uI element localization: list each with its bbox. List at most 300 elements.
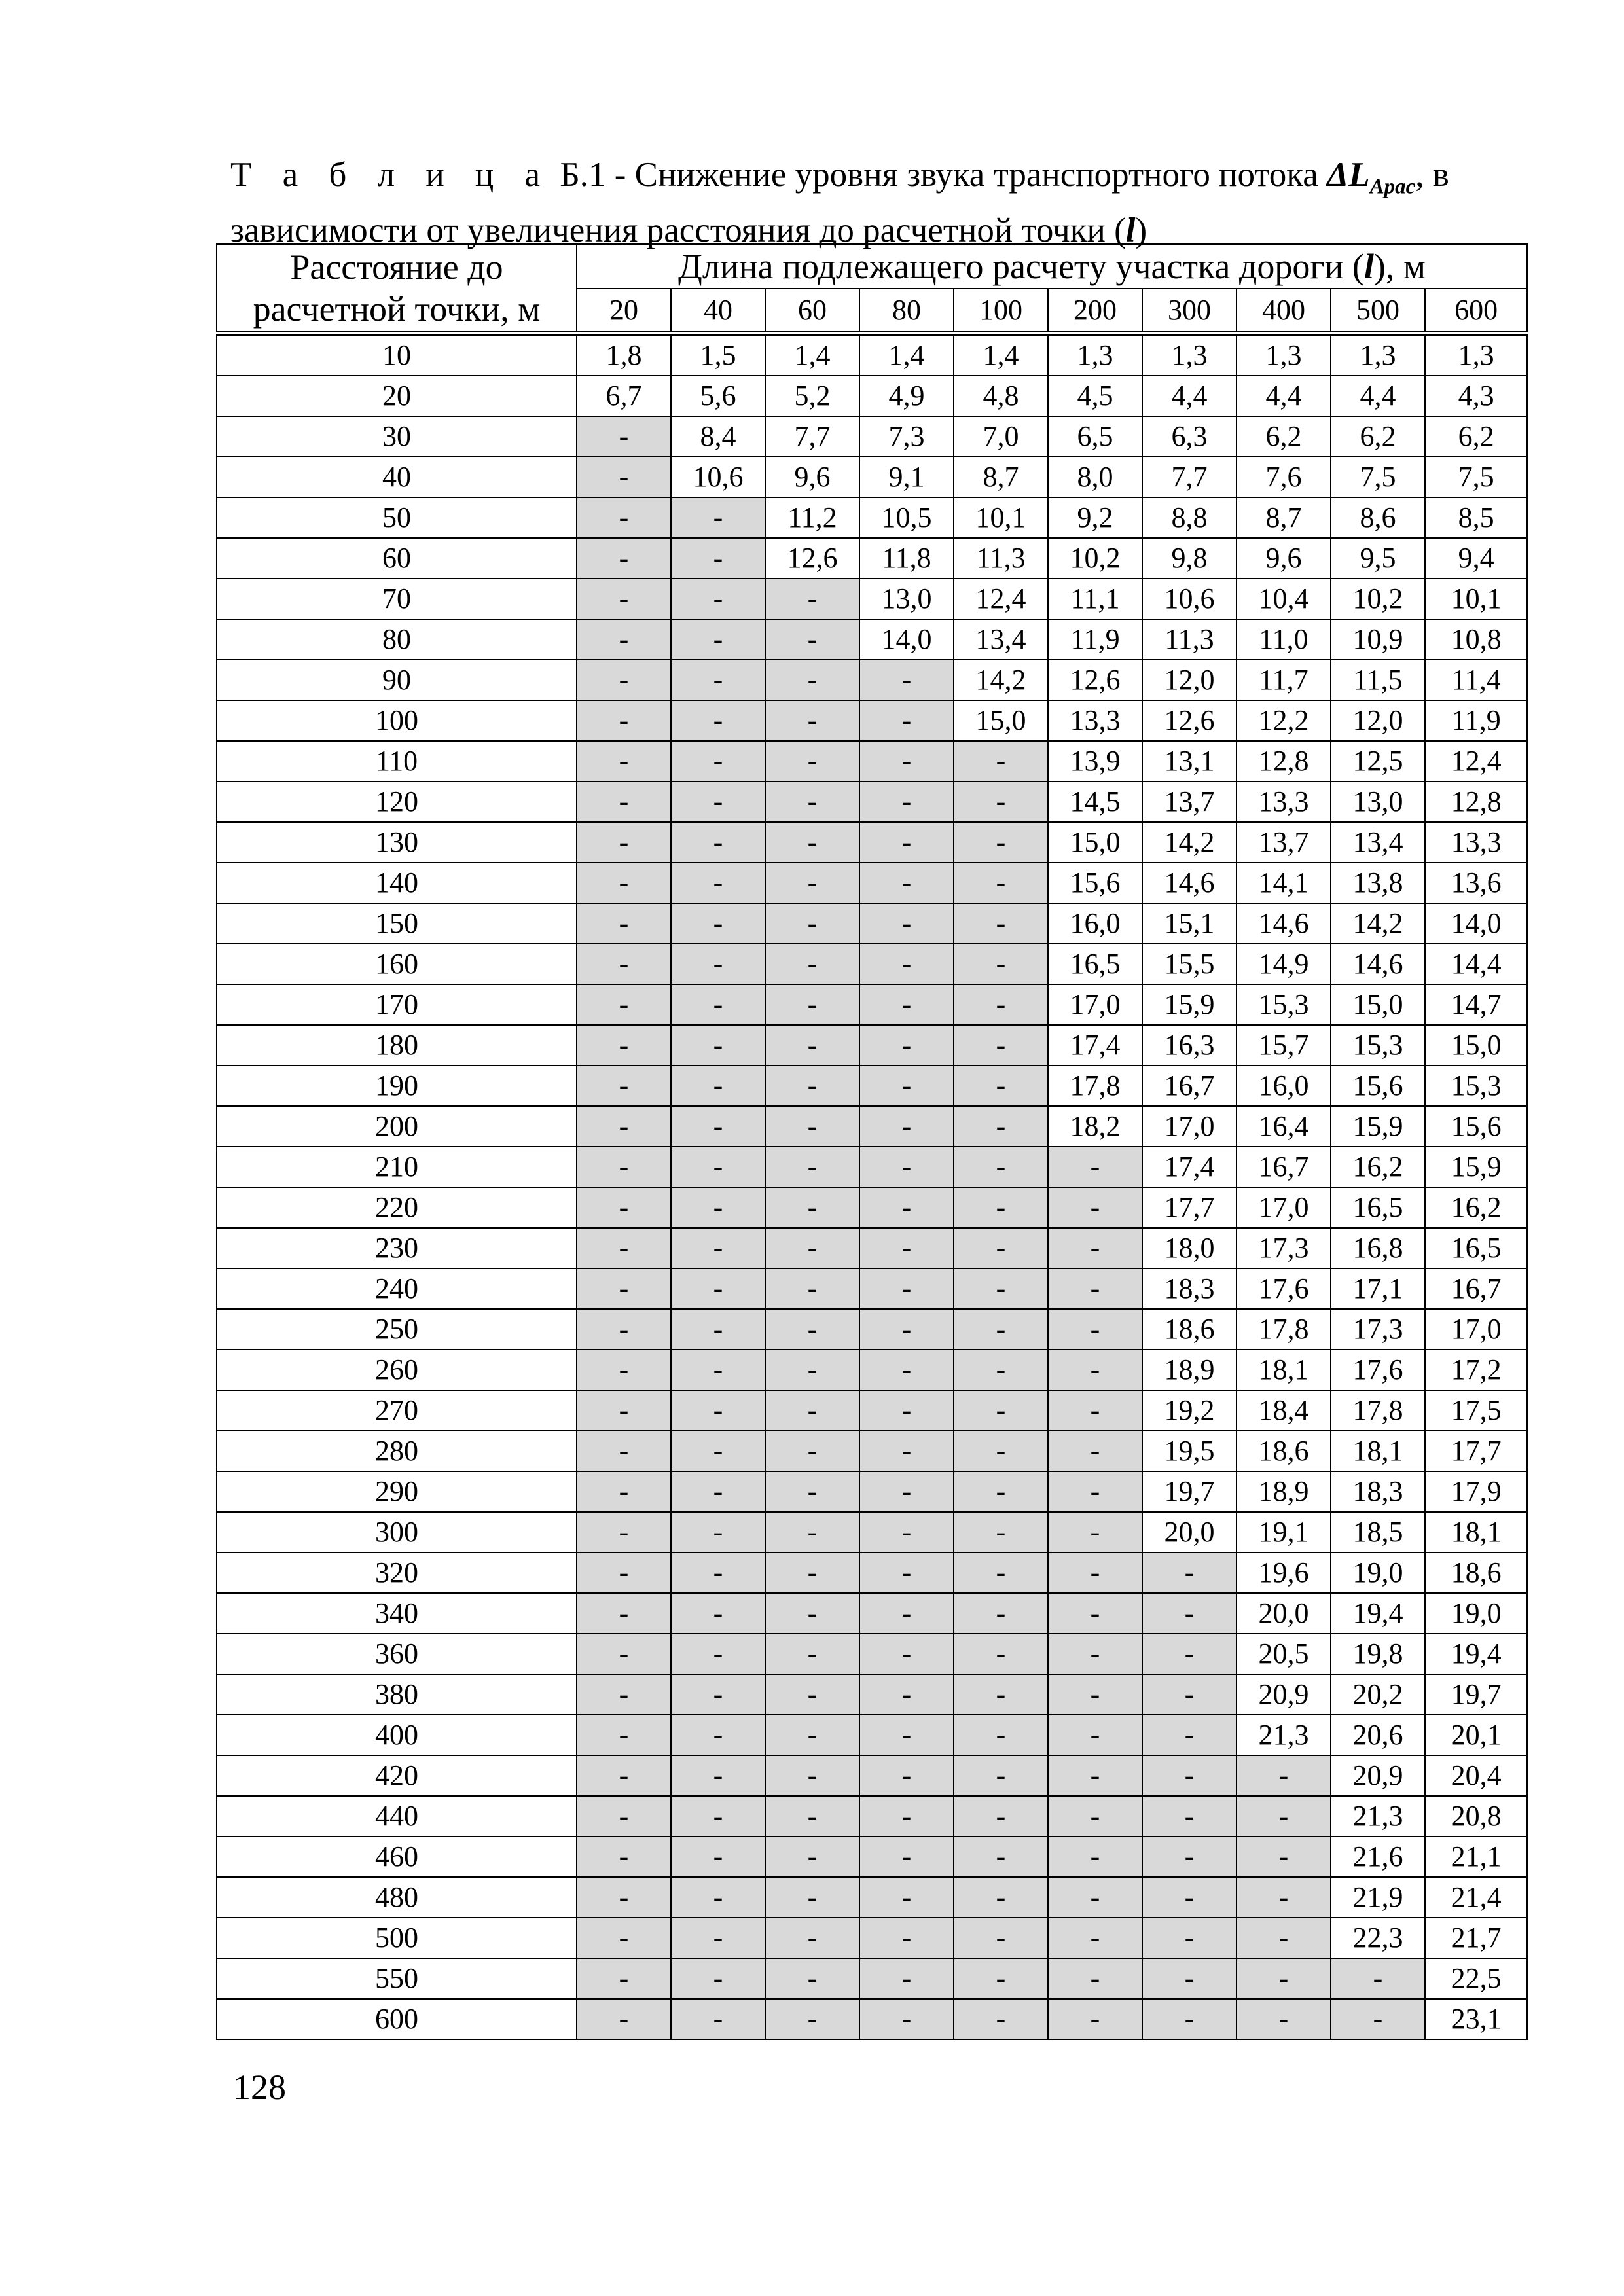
value-cell: 15,6 [1425,1106,1527,1147]
value-cell: 16,0 [1236,1066,1331,1106]
value-cell: - [577,1309,671,1350]
distance-cell: 210 [217,1147,577,1187]
table-body [217,334,1527,2040]
value-cell: 7,3 [859,416,954,457]
value-cell: - [1331,1958,1425,1999]
value-cell: 17,3 [1236,1228,1331,1268]
value-cell: - [954,1390,1048,1431]
distance-cell: 300 [217,1512,577,1552]
value-cell: 15,9 [1331,1106,1425,1147]
value-cell: 21,9 [1331,1877,1425,1918]
value-cell: - [577,1431,671,1471]
value-cell: 18,5 [1331,1512,1425,1552]
table-row [217,1025,1527,1066]
value-cell: - [1142,1552,1236,1593]
value-cell: - [1236,1958,1331,1999]
value-cell: - [954,1634,1048,1674]
value-cell: - [765,1958,859,1999]
value-cell: - [577,1877,671,1918]
value-cell: 1,5 [671,334,765,376]
value-cell: - [1142,1958,1236,1999]
value-cell: 14,4 [1425,944,1527,984]
value-cell: 18,1 [1331,1431,1425,1471]
length-header-cell: 200 [1048,289,1142,334]
value-cell: 20,0 [1236,1593,1331,1634]
value-cell: - [765,1512,859,1552]
table-row [217,1796,1527,1837]
value-cell: - [859,1837,954,1877]
header-length-symbol: l [1363,247,1374,286]
value-cell: 9,4 [1425,538,1527,579]
value-cell: 9,8 [1142,538,1236,579]
value-cell: - [765,1918,859,1958]
value-cell: 4,4 [1142,376,1236,416]
table-row [217,334,1527,376]
table-row [217,984,1527,1025]
value-cell: - [1048,1958,1142,1999]
table-row [217,1512,1527,1552]
value-cell: - [1048,1147,1142,1187]
value-cell: 9,5 [1331,538,1425,579]
value-cell: 14,0 [1425,903,1527,944]
value-cell: 14,0 [859,619,954,660]
length-header-cell: 20 [577,289,671,334]
value-cell: - [671,497,765,538]
value-cell: 18,2 [1048,1106,1142,1147]
value-cell: - [671,1593,765,1634]
value-cell: 14,5 [1048,781,1142,822]
value-cell: - [1048,1390,1142,1431]
value-cell: 16,2 [1331,1147,1425,1187]
distance-cell: 180 [217,1025,577,1066]
value-cell: 13,8 [1331,863,1425,903]
value-cell: - [765,781,859,822]
value-cell: 6,2 [1331,416,1425,457]
distance-cell: 150 [217,903,577,944]
value-cell: - [671,1674,765,1715]
value-cell: - [765,1390,859,1431]
value-cell: 23,1 [1425,1999,1527,2039]
value-cell: - [577,619,671,660]
distance-cell: 110 [217,741,577,781]
value-cell: 8,7 [1236,497,1331,538]
value-cell: - [954,1715,1048,1755]
value-cell: - [577,944,671,984]
value-cell: - [1048,1999,1142,2039]
value-cell: 13,9 [1048,741,1142,781]
value-cell: 12,4 [954,579,1048,619]
value-cell: - [954,1066,1048,1106]
value-cell: - [671,1837,765,1877]
value-cell: 19,0 [1425,1593,1527,1634]
value-cell: - [577,1918,671,1958]
value-cell: 17,0 [1425,1309,1527,1350]
value-cell: - [577,781,671,822]
value-cell: - [1142,1877,1236,1918]
value-cell: - [859,741,954,781]
distance-cell: 170 [217,984,577,1025]
value-cell: 21,3 [1236,1715,1331,1755]
value-cell: 19,8 [1331,1634,1425,1674]
value-cell: 20,0 [1142,1512,1236,1552]
value-cell: 11,2 [765,497,859,538]
value-cell: - [954,1755,1048,1796]
value-cell: 17,0 [1048,984,1142,1025]
value-cell: - [577,903,671,944]
caption-symbol-sub: Арас [1369,175,1416,199]
value-cell: 20,9 [1236,1674,1331,1715]
value-cell: - [671,660,765,700]
value-cell: 19,1 [1236,1512,1331,1552]
value-cell: 16,7 [1425,1268,1527,1309]
value-cell: 14,2 [1142,822,1236,863]
value-cell: - [859,1634,954,1674]
value-cell: - [765,1268,859,1309]
value-cell: - [859,1755,954,1796]
table-row [217,1958,1527,1999]
value-cell: 18,1 [1236,1350,1331,1390]
value-cell: 12,2 [1236,700,1331,741]
value-cell: 19,0 [1331,1552,1425,1593]
value-cell: - [671,1268,765,1309]
value-cell: - [859,700,954,741]
value-cell: 16,4 [1236,1106,1331,1147]
value-cell: 16,7 [1236,1147,1331,1187]
value-cell: 6,7 [577,376,671,416]
distance-cell: 30 [217,416,577,457]
value-cell: - [577,1471,671,1512]
table-row [217,1715,1527,1755]
value-cell: 11,9 [1048,619,1142,660]
table-row [217,1066,1527,1106]
distance-cell: 240 [217,1268,577,1309]
value-cell: - [671,1958,765,1999]
value-cell: - [671,984,765,1025]
value-cell: - [1236,1918,1331,1958]
value-cell: 4,3 [1425,376,1527,416]
value-cell: 8,4 [671,416,765,457]
value-cell: - [765,660,859,700]
table-row [217,903,1527,944]
value-cell: 7,7 [765,416,859,457]
distance-cell: 440 [217,1796,577,1837]
value-cell: 1,3 [1236,334,1331,376]
value-cell: 17,3 [1331,1309,1425,1350]
value-cell: - [765,1837,859,1877]
value-cell: 15,3 [1236,984,1331,1025]
value-cell: 15,7 [1236,1025,1331,1066]
table-row [217,376,1527,416]
value-cell: - [765,984,859,1025]
table-row [217,741,1527,781]
value-cell: 1,3 [1142,334,1236,376]
value-cell: - [859,1552,954,1593]
value-cell: - [577,1958,671,1999]
table-row [217,1471,1527,1512]
value-cell: 17,6 [1331,1350,1425,1390]
value-cell: - [1142,1593,1236,1634]
value-cell: - [577,457,671,497]
distance-cell: 320 [217,1552,577,1593]
value-cell: 19,4 [1331,1593,1425,1634]
value-cell: 17,8 [1236,1309,1331,1350]
distance-cell: 120 [217,781,577,822]
value-cell: - [765,1431,859,1471]
value-cell: - [671,1471,765,1512]
value-cell: - [765,1877,859,1918]
distance-cell: 230 [217,1228,577,1268]
distance-cell: 10 [217,334,577,376]
value-cell: - [765,1471,859,1512]
value-cell: - [859,1593,954,1634]
value-cell: - [577,1025,671,1066]
value-cell: - [954,903,1048,944]
value-cell: - [859,1918,954,1958]
value-cell: - [671,1918,765,1958]
value-cell: - [859,1471,954,1512]
value-cell: - [954,944,1048,984]
value-cell: 14,1 [1236,863,1331,903]
value-cell: - [671,741,765,781]
value-cell: - [859,1350,954,1390]
value-cell: 5,6 [671,376,765,416]
value-cell: - [859,863,954,903]
value-cell: 16,8 [1331,1228,1425,1268]
value-cell: 17,4 [1048,1025,1142,1066]
value-cell: - [1048,1796,1142,1837]
value-cell: - [1048,1552,1142,1593]
distance-cell: 40 [217,457,577,497]
value-cell: - [765,1634,859,1674]
value-cell: 14,9 [1236,944,1331,984]
value-cell: 20,5 [1236,1634,1331,1674]
value-cell: 21,7 [1425,1918,1527,1958]
value-cell: - [1048,1634,1142,1674]
length-header-cell: 400 [1236,289,1331,334]
table-row [217,416,1527,457]
value-cell: 15,0 [954,700,1048,741]
value-cell: 22,5 [1425,1958,1527,1999]
value-cell: - [577,741,671,781]
value-cell: 12,6 [765,538,859,579]
table-row [217,579,1527,619]
value-cell: - [671,1187,765,1228]
distance-cell: 260 [217,1350,577,1390]
value-cell: - [671,1634,765,1674]
value-cell: 17,7 [1425,1431,1527,1471]
value-cell: - [671,1390,765,1431]
value-cell: - [671,1350,765,1390]
table-row [217,538,1527,579]
value-cell: 17,0 [1236,1187,1331,1228]
value-cell: 7,5 [1331,457,1425,497]
value-cell: 15,3 [1425,1066,1527,1106]
value-cell: - [577,822,671,863]
value-cell: 17,8 [1048,1066,1142,1106]
table-row [217,1228,1527,1268]
value-cell: - [1048,1431,1142,1471]
value-cell: 12,8 [1425,781,1527,822]
value-cell: - [954,1918,1048,1958]
value-cell: 7,5 [1425,457,1527,497]
value-cell: - [1236,1837,1331,1877]
value-cell: - [671,781,765,822]
distance-cell: 100 [217,700,577,741]
value-cell: 10,6 [671,457,765,497]
value-cell: - [577,538,671,579]
value-cell: - [1048,1715,1142,1755]
value-cell: - [859,1796,954,1837]
value-cell: - [577,863,671,903]
value-cell: 20,2 [1331,1674,1425,1715]
value-cell: 14,2 [1331,903,1425,944]
value-cell: 4,4 [1236,376,1331,416]
value-cell: 15,5 [1142,944,1236,984]
value-cell: 13,0 [1331,781,1425,822]
value-cell: 6,5 [1048,416,1142,457]
value-cell: 10,8 [1425,619,1527,660]
value-cell: 20,6 [1331,1715,1425,1755]
value-cell: 21,4 [1425,1877,1527,1918]
table-row [217,944,1527,984]
value-cell: - [765,1552,859,1593]
value-cell: 20,1 [1425,1715,1527,1755]
value-cell: - [765,1106,859,1147]
value-cell: - [577,1066,671,1106]
value-cell: - [765,1228,859,1268]
header-length-prefix: Длина подлежащего расчету участка дороги ( [678,247,1364,286]
table-row [217,1431,1527,1471]
value-cell: - [671,863,765,903]
value-cell: - [765,579,859,619]
distance-cell: 460 [217,1837,577,1877]
distance-cell: 160 [217,944,577,984]
value-cell: 9,6 [765,457,859,497]
value-cell: 12,6 [1142,700,1236,741]
value-cell: 12,5 [1331,741,1425,781]
value-cell: 18,4 [1236,1390,1331,1431]
value-cell: 16,0 [1048,903,1142,944]
value-cell: 10,1 [954,497,1048,538]
value-cell: 17,7 [1142,1187,1236,1228]
value-cell: 13,4 [954,619,1048,660]
value-cell: - [1048,1755,1142,1796]
value-cell: 15,1 [1142,903,1236,944]
value-cell: - [954,1350,1048,1390]
value-cell: 4,4 [1331,376,1425,416]
value-cell: - [1048,1877,1142,1918]
value-cell: - [859,1674,954,1715]
value-cell: 21,6 [1331,1837,1425,1877]
value-cell: 17,0 [1142,1106,1236,1147]
value-cell: 15,6 [1331,1066,1425,1106]
table-row [217,1674,1527,1715]
value-cell: 11,8 [859,538,954,579]
value-cell: - [954,741,1048,781]
value-cell: 1,3 [1048,334,1142,376]
value-cell: 16,7 [1142,1066,1236,1106]
value-cell: 16,5 [1048,944,1142,984]
value-cell: - [1142,1634,1236,1674]
table-row [217,863,1527,903]
table-row [217,822,1527,863]
table-row [217,1593,1527,1634]
value-cell: 11,0 [1236,619,1331,660]
value-cell: - [859,1512,954,1552]
value-cell: - [954,1958,1048,1999]
value-cell: 1,4 [765,334,859,376]
value-cell: - [577,1187,671,1228]
value-cell: - [577,1674,671,1715]
value-cell: - [1331,1999,1425,2039]
value-cell: 10,2 [1331,579,1425,619]
value-cell: - [859,1066,954,1106]
value-cell: 17,6 [1236,1268,1331,1309]
distance-cell: 60 [217,538,577,579]
value-cell: 11,3 [954,538,1048,579]
distance-cell: 380 [217,1674,577,1715]
value-cell: 20,8 [1425,1796,1527,1837]
value-cell: 10,4 [1236,579,1331,619]
value-cell: 13,6 [1425,863,1527,903]
value-cell: - [954,1106,1048,1147]
value-cell: - [765,1755,859,1796]
value-cell: - [671,579,765,619]
value-cell: 7,6 [1236,457,1331,497]
caption-line2-end: ) [1135,211,1147,249]
length-header-cell: 80 [859,289,954,334]
value-cell: 22,3 [1331,1918,1425,1958]
value-cell: - [1142,1837,1236,1877]
value-cell: 7,0 [954,416,1048,457]
value-cell: - [954,1796,1048,1837]
value-cell: 13,4 [1331,822,1425,863]
value-cell: 13,1 [1142,741,1236,781]
caption-label: Т а б л и ц а [230,156,552,194]
data-table [216,243,1528,2040]
value-cell: - [765,741,859,781]
value-cell: 14,2 [954,660,1048,700]
value-cell: - [1236,1796,1331,1837]
value-cell: - [859,944,954,984]
caption-number: Б.1 [560,156,606,194]
table-row [217,1187,1527,1228]
value-cell: 6,3 [1142,416,1236,457]
value-cell: - [671,1066,765,1106]
value-cell: - [1142,1918,1236,1958]
table-row [217,1147,1527,1187]
value-cell: 4,8 [954,376,1048,416]
value-cell: 15,9 [1425,1147,1527,1187]
value-cell: - [765,1593,859,1634]
table-row [217,1106,1527,1147]
length-header-cell: 40 [671,289,765,334]
value-cell: 16,5 [1331,1187,1425,1228]
value-cell: - [577,416,671,457]
value-cell: 14,6 [1142,863,1236,903]
value-cell: 4,5 [1048,376,1142,416]
length-header-cell: 500 [1331,289,1425,334]
value-cell: 15,0 [1048,822,1142,863]
value-cell: 21,1 [1425,1837,1527,1877]
distance-cell: 90 [217,660,577,700]
value-cell: 1,4 [859,334,954,376]
value-cell: - [671,1106,765,1147]
value-cell: - [671,1228,765,1268]
value-cell: - [765,1715,859,1755]
table-row [217,1268,1527,1309]
value-cell: 11,5 [1331,660,1425,700]
